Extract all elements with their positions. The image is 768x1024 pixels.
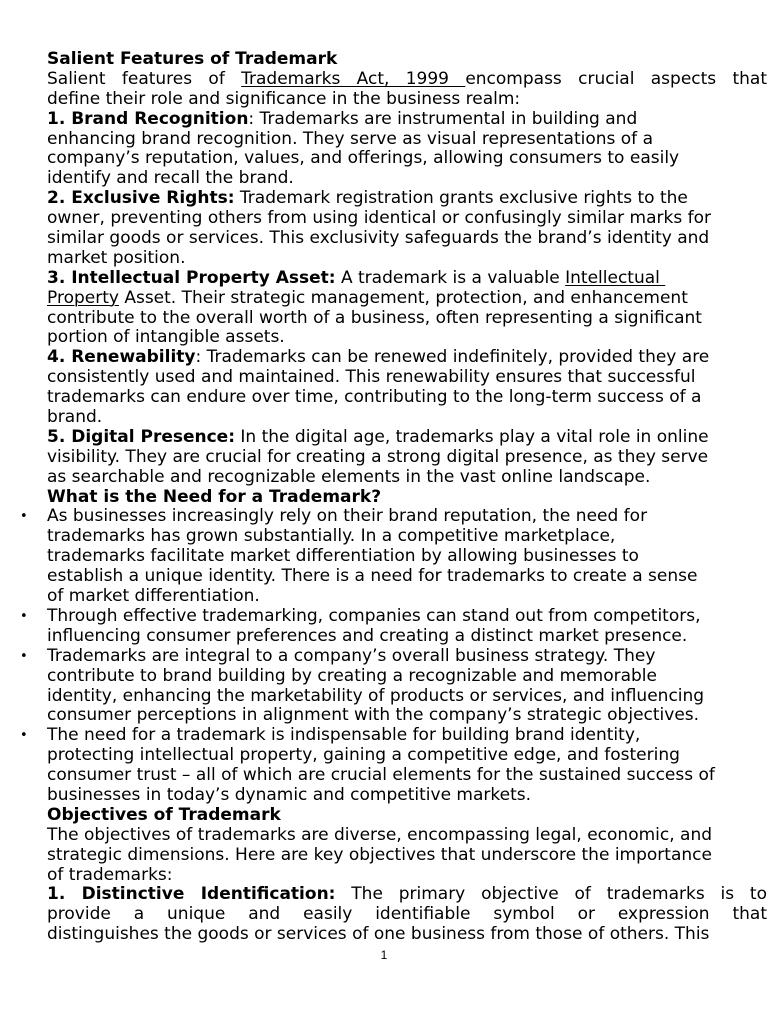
- objective-text: The primary objective of trademarks is to: [335, 884, 767, 905]
- feature-label: 1. Brand Recognition: [47, 108, 249, 129]
- heading-text: What is the Need for a Trademark?: [47, 486, 382, 507]
- list-item: [20, 605, 767, 627]
- paragraph-line: identity, enhancing the marketability of products or services, and influencing: [47, 685, 705, 706]
- paragraph-line: trademarks has grown substantially. In a competitive marketplace,: [47, 526, 616, 547]
- intro-line-2: define their role and significance in the business realm:: [47, 88, 521, 109]
- paragraph-line: contribute to the overall worth of a business, often representing a significant: [47, 307, 702, 328]
- feature-label: 5. Digital Presence:: [47, 426, 236, 447]
- trademarks-act-link[interactable]: Trademarks Act, 1999: [241, 68, 466, 89]
- feature-text: : Trademarks can be renewed indefinitely, provided they are: [195, 347, 710, 368]
- objective-distinctive-identification: [47, 885, 767, 905]
- list-item: [20, 725, 767, 746]
- feature-exclusive-rights: [47, 189, 767, 209]
- list-item-text: As businesses increasingly rely on their brand reputation, the need for: [47, 506, 648, 527]
- paragraph-line: [47, 289, 767, 309]
- list-item: [20, 645, 767, 667]
- intro-text: Salient features of: [47, 68, 242, 89]
- list-item-text: Through effective trademarking, companies can stand out from competitors,: [47, 605, 701, 626]
- paragraph-line: protecting intellectual property, gaining a competitive edge, and fostering: [47, 745, 680, 766]
- section-heading-need: [47, 488, 767, 508]
- intro-text: encompass crucial aspects that: [465, 68, 767, 89]
- paragraph-line: consistently used and maintained. This renewability ensures that successful: [47, 367, 696, 388]
- feature-text: : Trademarks are instrumental in building and: [248, 108, 638, 129]
- section-heading-salient-features: [47, 50, 767, 70]
- heading-text: Salient Features of Trademark: [47, 49, 338, 69]
- paragraph-line: distinguishes the goods or services of one business from those of others. This: [47, 924, 710, 945]
- paragraph-line: establish a unique identity. There is a need for trademarks to create a sense: [47, 566, 698, 587]
- feature-text: Asset. Their strategic management, protection, and enhancement: [118, 287, 688, 308]
- paragraph-line: trademarks facilitate market differentiation by allowing businesses to: [47, 546, 639, 567]
- paragraph-line: of market differentiation.: [47, 586, 260, 607]
- page-number: 1: [380, 948, 388, 962]
- paragraph-line: owner, preventing others from using identical or confusingly similar marks for: [47, 208, 711, 229]
- feature-digital-presence: [47, 428, 767, 448]
- paragraph-line: trademarks can endure over time, contributing to the long-term success of a: [47, 387, 702, 408]
- paragraph-line: as searchable and recognizable elements in the vast online landscape.: [47, 466, 651, 487]
- list-item-text: The need for a trademark is indispensable for building brand identity,: [47, 725, 641, 746]
- paragraph-line: enhancing brand recognition. They serve as visual representations of a: [47, 128, 653, 149]
- paragraph-line: identify and recall the brand.: [47, 168, 294, 189]
- feature-label: 4. Renewability: [47, 347, 196, 368]
- list-item-text: Trademarks are integral to a company’s overall business strategy. They: [47, 645, 656, 666]
- feature-label: 2. Exclusive Rights:: [47, 188, 235, 209]
- bullet-icon: •: [20, 728, 28, 744]
- paragraph-line: provide a unique and easily identifiable symbol or expression that: [47, 904, 767, 925]
- feature-renewability: [47, 348, 767, 368]
- paragraph-line: consumer perceptions in alignment with the company’s strategic objectives.: [47, 705, 700, 726]
- feature-label: 3. Intellectual Property Asset:: [47, 267, 336, 288]
- document-page: [20, 49, 767, 945]
- paragraph-line: The objectives of trademarks are diverse, encompassing legal, economic, and: [47, 824, 713, 845]
- list-item: [20, 506, 767, 527]
- paragraph-line: company’s reputation, values, and offerings, allowing consumers to easily: [47, 148, 680, 169]
- heading-text: Objectives of Trademark: [47, 804, 281, 825]
- bullet-icon: •: [20, 648, 28, 664]
- intellectual-property-link[interactable]: Intellectual: [565, 267, 666, 288]
- feature-brand-recognition: [47, 110, 767, 130]
- paragraph-line: businesses in today’s dynamic and competitive markets.: [47, 784, 532, 805]
- paragraph-line: similar goods or services. This exclusivity safeguards the brand’s identity and: [47, 228, 710, 249]
- section-heading-objectives: [47, 806, 767, 826]
- objective-label: 1. Distinctive Identification:: [47, 884, 336, 905]
- paragraph-line: brand.: [47, 407, 103, 428]
- paragraph-line: strategic dimensions. Here are key objectives that underscore the importance: [47, 844, 712, 865]
- paragraph-line: contribute to brand building by creating a recognizable and memorable: [47, 665, 657, 686]
- feature-intellectual-property: [47, 269, 767, 289]
- paragraph-line: consumer trust – all of which are crucial elements for the sustained success of: [47, 765, 715, 786]
- paragraph-line: market position.: [47, 247, 186, 268]
- feature-text: In the digital age, trademarks play a vital role in online: [235, 426, 709, 447]
- bullet-icon: •: [20, 509, 28, 525]
- paragraph-line: influencing consumer preferences and creating a distinct market presence.: [47, 625, 688, 646]
- feature-text: Trademark registration grants exclusive rights to the: [234, 188, 688, 209]
- paragraph-line: visibility. They are crucial for creating a strong digital presence, as they serve: [47, 446, 709, 467]
- intro-line-1: [47, 70, 767, 90]
- paragraph-line: portion of intangible assets.: [47, 327, 285, 348]
- paragraph-line: of trademarks:: [47, 864, 173, 885]
- bullet-icon: •: [20, 608, 28, 624]
- intellectual-property-link[interactable]: Property: [47, 287, 119, 308]
- feature-text: A trademark is a valuable: [335, 267, 566, 288]
